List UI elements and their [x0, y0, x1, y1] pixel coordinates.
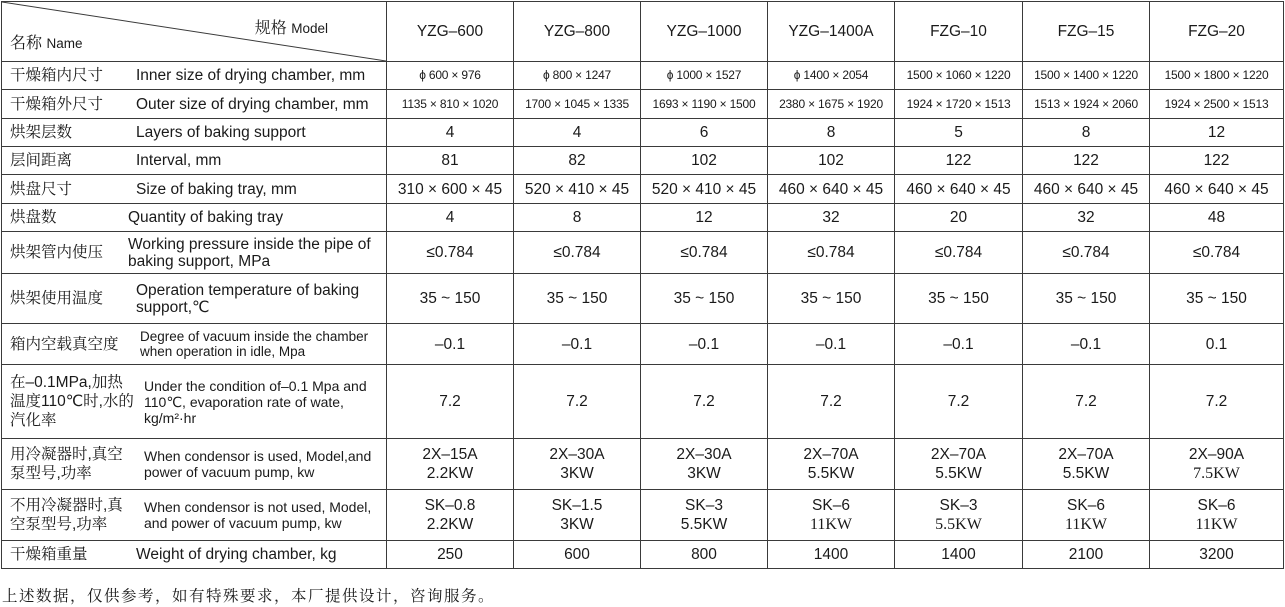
cell-line: SK–6 [1067, 497, 1105, 514]
row-label-en: When condensor is not used, Model, and power of vacuum pump, kw [144, 499, 372, 531]
table-cell: 82 [514, 147, 641, 175]
model-header: YZG–1000 [641, 2, 768, 62]
table-cell: ≤0.784 [514, 232, 641, 274]
row-label-cn: 烘架层数 [10, 124, 73, 141]
row-label-cn: 烘盘数 [10, 209, 57, 226]
header-name-label [10, 30, 82, 53]
table-cell: 35 ~ 150 [768, 274, 895, 324]
table-cell: 800 [641, 541, 768, 569]
cell-line: 2.2KW [426, 465, 474, 482]
table-cell [514, 439, 641, 490]
cell-line: 2X–70A [1058, 446, 1114, 463]
header-name-en: Name [46, 36, 83, 51]
table-cell: –0.1 [895, 324, 1023, 365]
table-cell: 460 × 640 × 45 [1150, 175, 1284, 204]
table-row [2, 541, 1284, 569]
cell-line: 11KW [1195, 516, 1238, 533]
table-cell: 1500 × 1060 × 1220 [895, 62, 1023, 90]
row-label-cn: 干燥箱外尺寸 [10, 95, 104, 113]
table-cell: 35 ~ 150 [1150, 274, 1284, 324]
table-cell: 7.2 [387, 365, 514, 439]
table-cell: 7.2 [1023, 365, 1150, 439]
row-label-cn: 烘架使用温度 [10, 290, 104, 307]
table-cell: –0.1 [387, 324, 514, 365]
table-cell: 460 × 640 × 45 [895, 175, 1023, 204]
table-cell [768, 490, 895, 541]
table-cell: 81 [387, 147, 514, 175]
row-label [2, 204, 386, 231]
cell-line: 3KW [560, 516, 594, 533]
row-label [2, 439, 386, 489]
row-label [2, 119, 386, 146]
table-cell: 7.2 [768, 365, 895, 439]
table-cell: 2100 [1023, 541, 1150, 569]
cell-line: 2X–30A [676, 446, 732, 463]
cell-line: 5.5KW [807, 465, 855, 482]
table-cell: 7.2 [514, 365, 641, 439]
row-label-cell [2, 439, 387, 490]
table-cell: 20 [895, 204, 1023, 232]
table-cell: 12 [1150, 119, 1284, 147]
cell-line: SK–3 [685, 497, 723, 514]
model-header: FZG–20 [1150, 2, 1284, 62]
table-row [2, 490, 1284, 541]
row-label-cn: 在–0.1MPa,加热温度110℃时,水的汽化率 [10, 374, 134, 429]
cell-line: SK–0.8 [424, 497, 476, 514]
cell-line: 11KW [809, 516, 853, 533]
table-cell: 1400 [895, 541, 1023, 569]
row-label-cell [2, 119, 387, 147]
table-row [2, 147, 1284, 175]
cell-line: 2X–15A [422, 446, 478, 463]
row-label-en: When condensor is used, Model,and power of vacuum pump, kw [144, 448, 372, 480]
row-label-en: Degree of vacuum inside the chamber when operation in idle, Mpa [140, 329, 369, 359]
table-cell: ≤0.784 [641, 232, 768, 274]
row-label [2, 324, 386, 364]
table-cell: 102 [768, 147, 895, 175]
table-cell: 520 × 410 × 45 [641, 175, 768, 204]
model-header: FZG–15 [1023, 2, 1150, 62]
table-cell: 35 ~ 150 [514, 274, 641, 324]
row-label-cell [2, 541, 387, 569]
row-label-en: Size of baking tray, mm [136, 180, 297, 198]
model-header: YZG–800 [514, 2, 641, 62]
table-cell: 102 [641, 147, 768, 175]
table-cell: 520 × 410 × 45 [514, 175, 641, 204]
header-spec-label [255, 15, 328, 38]
row-label-cn: 干燥箱内尺寸 [10, 67, 104, 84]
table-cell [768, 439, 895, 490]
table-cell: ϕ 600 × 976 [387, 62, 514, 90]
row-label-cell [2, 274, 387, 324]
cell-line: 2X–90A [1188, 446, 1245, 463]
table-cell: 1135 × 810 × 1020 [387, 90, 514, 119]
table-cell: 7.2 [895, 365, 1023, 439]
row-label [2, 365, 386, 438]
model-header: YZG–1400A [768, 2, 895, 62]
row-label-cell [2, 175, 387, 204]
table-cell: 8 [1023, 119, 1150, 147]
table-cell: –0.1 [1023, 324, 1150, 365]
table-cell: 460 × 640 × 45 [1023, 175, 1150, 204]
table-cell: 2380 × 1675 × 1920 [768, 90, 895, 119]
header-corner-cell [2, 2, 387, 62]
table-cell: 1924 × 1720 × 1513 [895, 90, 1023, 119]
table-row [2, 439, 1284, 490]
table-row [2, 232, 1284, 274]
cell-line: 3KW [560, 465, 594, 482]
row-label-cell [2, 324, 387, 365]
table-cell: –0.1 [514, 324, 641, 365]
header-spec-cn: 规格 [254, 20, 287, 37]
row-label-cell [2, 204, 387, 232]
cell-line: 2X–70A [803, 446, 859, 463]
row-label [2, 232, 386, 273]
cell-line: SK–6 [1197, 497, 1236, 514]
table-cell: 4 [514, 119, 641, 147]
table-cell [641, 490, 768, 541]
row-label-cell [2, 90, 387, 119]
table-row [2, 62, 1284, 90]
table-cell: ≤0.784 [895, 232, 1023, 274]
row-label-en: Under the condition of–0.1 Mpa and 110℃, evaporation rate of wate, kg/m²·hr [144, 377, 367, 426]
row-label [2, 175, 386, 203]
row-label-cn: 用冷凝器时,真空泵型号,功率 [10, 446, 123, 482]
table-cell: ϕ 800 × 1247 [514, 62, 641, 90]
table-cell: 35 ~ 150 [641, 274, 768, 324]
cell-line: 5.5KW [935, 516, 982, 533]
row-label-cell [2, 490, 387, 541]
row-label [2, 541, 386, 568]
row-label-cell [2, 62, 387, 90]
header-spec-en: Model [291, 21, 328, 36]
table-cell: 48 [1150, 204, 1284, 232]
cell-line: 2.2KW [426, 516, 474, 533]
table-cell [387, 490, 514, 541]
row-label-en: Interval, mm [136, 152, 222, 169]
table-cell: 35 ~ 150 [387, 274, 514, 324]
table-cell [895, 490, 1023, 541]
spec-table [1, 1, 1284, 569]
table-cell: 1400 [768, 541, 895, 569]
row-label-en: Layers of baking support [136, 124, 306, 141]
row-label-cell [2, 147, 387, 175]
table-cell [1023, 490, 1150, 541]
table-cell: 35 ~ 150 [1023, 274, 1150, 324]
table-cell: 122 [895, 147, 1023, 175]
row-label [2, 147, 386, 174]
table-cell [1023, 439, 1150, 490]
table-cell: ≤0.784 [1150, 232, 1284, 274]
cell-line: 5.5KW [1062, 465, 1110, 482]
row-label-cn: 烘架管内使压 [10, 244, 104, 261]
table-cell: 6 [641, 119, 768, 147]
row-label-cn: 干燥箱重量 [10, 546, 88, 563]
table-row [2, 90, 1284, 119]
table-cell: 7.2 [1150, 365, 1284, 439]
row-label-en: Operation temperature of baking support,℃ [136, 281, 360, 316]
cell-line: SK–3 [939, 497, 978, 514]
row-label [2, 490, 386, 540]
table-cell: 8 [768, 119, 895, 147]
table-cell: 600 [514, 541, 641, 569]
table-cell: 3200 [1150, 541, 1284, 569]
table-cell [387, 439, 514, 490]
table-cell: 460 × 640 × 45 [768, 175, 895, 204]
row-label-en: Weight of drying chamber, kg [136, 546, 337, 563]
table-cell: 35 ~ 150 [895, 274, 1023, 324]
cell-line: 2X–30A [549, 446, 605, 463]
table-cell: 122 [1023, 147, 1150, 175]
table-cell: ≤0.784 [387, 232, 514, 274]
table-cell: 4 [387, 204, 514, 232]
row-label-cell [2, 365, 387, 439]
header-name-cn: 名称 [10, 35, 43, 52]
table-cell: 0.1 [1150, 324, 1284, 365]
cell-line: 5.5KW [680, 516, 728, 533]
table-cell [895, 439, 1023, 490]
table-cell: 32 [1023, 204, 1150, 232]
row-label-cn: 层间距离 [10, 152, 73, 169]
footnote: 上述数据，仅供参考，如有特殊要求，本厂提供设计，咨询服务。 [2, 588, 496, 605]
table-cell: –0.1 [641, 324, 768, 365]
table-row [2, 365, 1284, 439]
cell-line: SK–1.5 [551, 497, 603, 514]
table-cell: 12 [641, 204, 768, 232]
table-cell: ϕ 1000 × 1527 [641, 62, 768, 90]
table-cell: 7.2 [641, 365, 768, 439]
cell-line: 11KW [1064, 516, 1108, 533]
table-row [2, 119, 1284, 147]
row-label-cell [2, 232, 387, 274]
row-label-en: Inner size of drying chamber, mm [136, 67, 366, 84]
row-label-cn: 箱内空载真空度 [10, 335, 119, 353]
table-cell: 1924 × 2500 × 1513 [1150, 90, 1284, 119]
table-cell: 32 [768, 204, 895, 232]
table-row [2, 175, 1284, 204]
cell-line: 3KW [687, 465, 721, 482]
table-cell: 1700 × 1045 × 1335 [514, 90, 641, 119]
table-cell: 4 [387, 119, 514, 147]
model-header: YZG–600 [387, 2, 514, 62]
table-cell: 1513 × 1924 × 2060 [1023, 90, 1150, 119]
table-cell: 5 [895, 119, 1023, 147]
table-cell [1150, 439, 1284, 490]
table-cell: 8 [514, 204, 641, 232]
header-row [2, 2, 1284, 62]
table-row [2, 324, 1284, 365]
row-label-en: Quantity of baking tray [128, 209, 284, 226]
row-label-cn: 不用冷凝器时,真空泵型号,功率 [10, 497, 123, 533]
table-cell: ≤0.784 [768, 232, 895, 274]
table-cell: 1500 × 1800 × 1220 [1150, 62, 1284, 90]
table-cell: –0.1 [768, 324, 895, 365]
table-row [2, 204, 1284, 232]
model-header: FZG–10 [895, 2, 1023, 62]
row-label [2, 274, 386, 323]
table-row [2, 274, 1284, 324]
table-cell: ϕ 1400 × 2054 [768, 62, 895, 90]
row-label-en: Outer size of drying chamber, mm [136, 95, 369, 113]
table-cell: 1500 × 1400 × 1220 [1023, 62, 1150, 90]
cell-line: 2X–70A [930, 446, 987, 463]
table-cell: 250 [387, 541, 514, 569]
row-label-cn: 烘盘尺寸 [10, 180, 73, 198]
table-cell: 122 [1150, 147, 1284, 175]
row-label [2, 90, 386, 118]
cell-line: 7.5KW [1193, 465, 1240, 482]
cell-line: SK–6 [812, 497, 850, 514]
table-cell [1150, 490, 1284, 541]
row-label [2, 62, 386, 89]
table-cell [514, 490, 641, 541]
table-cell: ≤0.784 [1023, 232, 1150, 274]
table-cell: 310 × 600 × 45 [387, 175, 514, 204]
cell-line: 5.5KW [935, 465, 982, 482]
row-label-en: Working pressure inside the pipe of baking support, MPa [128, 235, 371, 270]
table-cell: 1693 × 1190 × 1500 [641, 90, 768, 119]
table-cell [641, 439, 768, 490]
